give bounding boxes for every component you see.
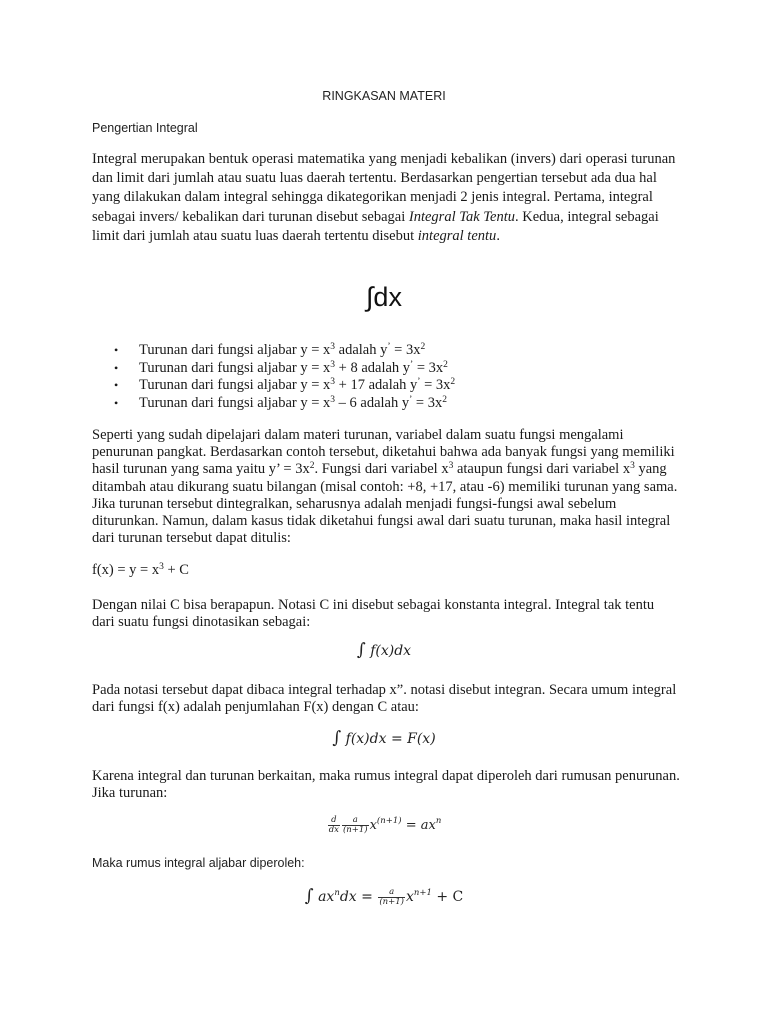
derivative-rule-formula: $\frac{d}{dx}$ $\frac{a}{(n+1)}$ $x^{(n+1)} = ax^n$ (328, 815, 442, 835)
fraction-d-dx: $\frac{d}{dx}$ (328, 815, 339, 835)
list-item: • Turunan dari fungsi aljabar $y = x^3 + 17$ adalah $y^’ = 3x^2$ (92, 377, 455, 395)
list-item: • Turunan dari fungsi aljabar $y = x^3 + 8$ adalah $y^’ = 3x^2$ (92, 360, 455, 378)
indefinite-integral-formula: ∫ f(x)dx (356, 640, 412, 660)
intro-paragraph: Integral merupakan bentuk operasi matematika yang menjadi kebalikan (invers) dari operasi turunan dan limit dari jumlah atau suatu luas daerah tertentu. Berdasarkan pengertian tersebut ada dua hal yang dilakukan dalam integral sehingga dikategorikan menjadi 2 jenis integral. Pertama, integral sebagai invers/ kebalikan dari turunan disebut sebagai Integral Tak Tentu. Kedua, integral sebagai limit dari jumlah atau suatu luas daerah tertentu disebut integral tentu. (92, 151, 676, 244)
derivative-examples-list (92, 342, 455, 412)
power-rule-integral-formula: ∫ $ax^ndx$ = $\frac{a}{(n+1)}$ $x^{n+1} + C$ (304, 886, 464, 907)
list-item: • Turunan dari fungsi aljabar $y = x^3 - 6$ adalah $y^’ = 3x^2$ (92, 395, 455, 413)
section-heading-rumus-integral: Maka rumus integral aljabar diperoleh: (92, 856, 305, 870)
integral-equals-Fx-formula: ∫ f(x)dx = F(x) (332, 728, 436, 748)
fraction-a-n-plus-1: $\frac{a}{(n+1)}$ (379, 886, 404, 907)
notasi-paragraph: Pada notasi tersebut dapat dibaca integral terhadap x”. notasi disebut integran. Secara umum integral dari fungsi f(x) adalah penjumlahan F(x) dengan C atau: (92, 682, 677, 716)
fraction-a-n-plus-1: $\frac{a}{(n+1)}$ (342, 815, 368, 835)
document-title: RINGKASAN MATERI (322, 89, 446, 103)
list-item: • Turunan dari fungsi aljabar $y = x^3$ adalah $y^’ = 3x^2$ (92, 342, 455, 360)
turunan-explanation-paragraph: Seperti yang sudah dipelajari dalam materi turunan, variabel dalam suatu fungsi mengalami penurunan pangkat. Berdasarkan contoh tersebut, diketahui bahwa ada banyak fungsi yang memiliki hasil turunan yang sama yaitu y’ = $3x^2$. Fungsi dari variabel $x^3$ ataupun fungsi dari variabel $x^3$ yang ditambah atau dikurang suatu bilangan (misal contoh: +8, +17, atau -6) memiliki turunan yang sama. Jika turunan tersebut dintegralkan, seharusnya adalah menjadi fungsi-fungsi awal sebelum diturunkan. Namun, dalam kasus tidak diketahui fungsi awal dari suatu turunan, maka hasil integral dari turunan tersebut dapat ditulis: (92, 427, 678, 547)
section-heading-pengertian: Pengertian Integral (92, 121, 198, 135)
term-integral-tentu: integral tentu (417, 227, 497, 244)
konstanta-paragraph: Dengan nilai C bisa berapapun. Notasi C ini disebut sebagai konstanta integral. Integral tak tentu dari suatu fungsi dinotasikan sebagai: (92, 597, 655, 631)
integral-dx-formula: ∫dx (366, 282, 402, 312)
term-integral-tak-tentu: Integral Tak Tentu (408, 208, 515, 225)
rumus-turunan-paragraph: Karena integral dan turunan berkaitan, maka rumus integral dapat diperoleh dari rumusan penurunan. Jika turunan: (92, 768, 680, 802)
fx-equation-line: $f(x) = y = x^3 + C$ (92, 562, 189, 578)
